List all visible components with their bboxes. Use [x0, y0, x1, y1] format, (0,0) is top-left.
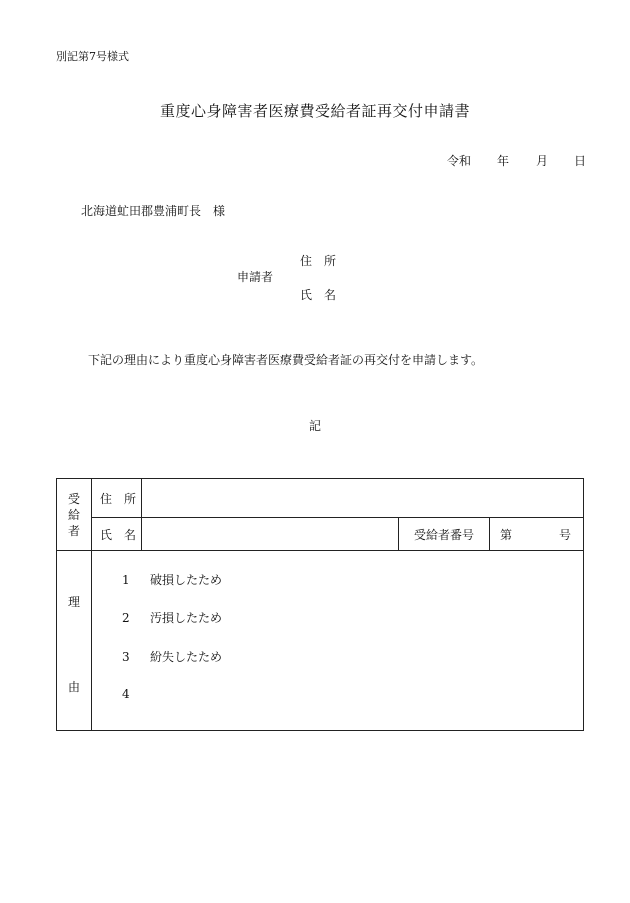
addressee: 北海道虻田郡豊浦町長 様: [81, 204, 226, 218]
date-month: 月: [536, 154, 549, 168]
reason-option-4[interactable]: [122, 687, 150, 701]
recipient-form-table: [56, 478, 584, 731]
recipient-label-char: 受: [67, 491, 80, 506]
reason-number: 1: [122, 573, 130, 587]
recipient-number-field[interactable]: [490, 518, 584, 551]
reason-options: [92, 551, 584, 731]
applicant-name-label: 氏 名: [300, 288, 337, 302]
reason-option-2[interactable]: [122, 609, 222, 626]
recipient-label-char: 者: [67, 523, 80, 538]
reason-number: 3: [122, 650, 130, 664]
reason-text: 汚損したため: [150, 611, 223, 625]
recipient-label: [57, 479, 92, 551]
reason-number: 2: [122, 611, 130, 625]
date-era: 令和: [447, 154, 472, 168]
applicant-label: 申請者: [237, 270, 274, 284]
applicant-address-label: 住 所: [300, 254, 337, 268]
address-label: 住 所: [92, 479, 142, 518]
reason-option-1[interactable]: [122, 571, 222, 588]
reason-label: [57, 551, 92, 731]
date-year: 年: [497, 154, 510, 168]
reason-label-char: 理: [67, 595, 80, 609]
name-field[interactable]: [142, 518, 399, 551]
reason-label-char: 由: [67, 680, 80, 694]
reason-number: 4: [122, 687, 130, 701]
recipient-number-label: 受給者番号: [399, 518, 490, 551]
ki-heading: 記: [308, 419, 321, 433]
form-number: 別記第7号様式: [56, 50, 129, 63]
recipient-label-char: 給: [67, 507, 80, 522]
number-suffix: 号: [559, 527, 572, 542]
request-sentence: 下記の理由により重度心身障害者医療費受給者証の再交付を申請します。: [88, 353, 484, 367]
reason-text: 紛失したため: [150, 650, 223, 664]
reason-option-3[interactable]: [122, 648, 222, 665]
number-prefix: 第: [500, 527, 513, 542]
address-field[interactable]: [142, 479, 584, 518]
name-label: 氏 名: [92, 518, 142, 551]
date-day: 日: [574, 154, 587, 168]
reason-text: 破損したため: [150, 573, 223, 587]
page-title: 重度心身障害者医療費受給者証再交付申請書: [159, 102, 470, 120]
